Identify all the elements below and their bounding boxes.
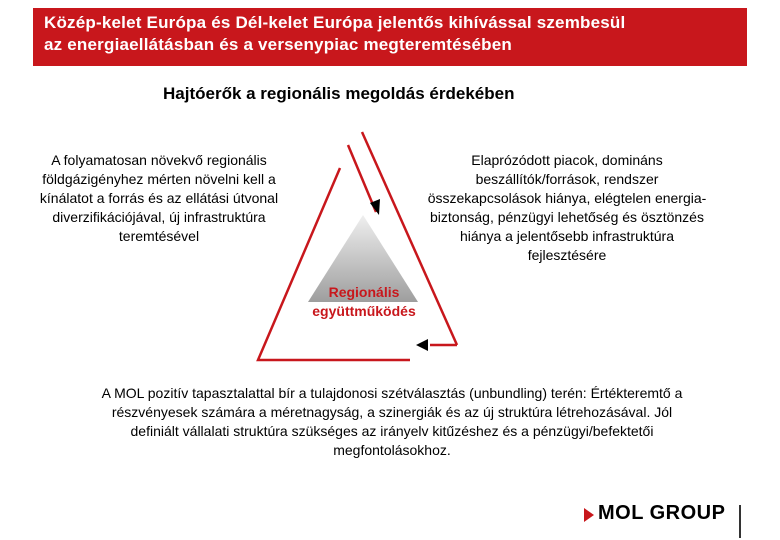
logo-divider	[739, 505, 741, 538]
right-driver-text: Elaprózódott piacok, domináns beszállítók/források, rendszer összekapcsolások hiánya, elégtelen energia-biztonság, pénzügyi lehetőség és ösztönzés hiánya a jelentősebb infrastruktúra fejlesztésére	[427, 152, 707, 263]
page-title-line-2: az energiaellátásban és a versenypiac megteremtésében	[44, 35, 512, 54]
cycle-arrow-right-head	[416, 339, 428, 351]
center-label	[290, 283, 438, 321]
center-label-line-2: együttműködés	[312, 303, 416, 319]
page-title-line-1: Közép-kelet Európa és Dél-kelet Európa jelentős kihívással szembesül	[44, 13, 626, 32]
center-label-line-1: Regionális	[328, 284, 400, 300]
diagram-subtitle: Hajtóerők a regionális megoldás érdekében	[163, 84, 515, 103]
left-driver-text: A folyamatosan növekvő regionális földgázigényhez mérten növelni kell a kínálatot a forrás és az ellátási útvonal diverzifikációjával, új infrastruktúra teremtésével	[39, 152, 279, 244]
bottom-text: A MOL pozitív tapasztalattal bír a tulajdonosi szétválasztás (unbundling) terén: Értékteremtő a részvényesek számára a méretnagyság, a szinergiák és az új struktúra létrehozásával. Jól definiált vállalati struktúra szükséges az irányelv kitűzéshez és a pénzügyi/befektetői megfontolásokhoz.	[101, 385, 683, 458]
logo: MOL GROUP	[598, 502, 726, 524]
logo-arrow-icon	[584, 508, 594, 522]
